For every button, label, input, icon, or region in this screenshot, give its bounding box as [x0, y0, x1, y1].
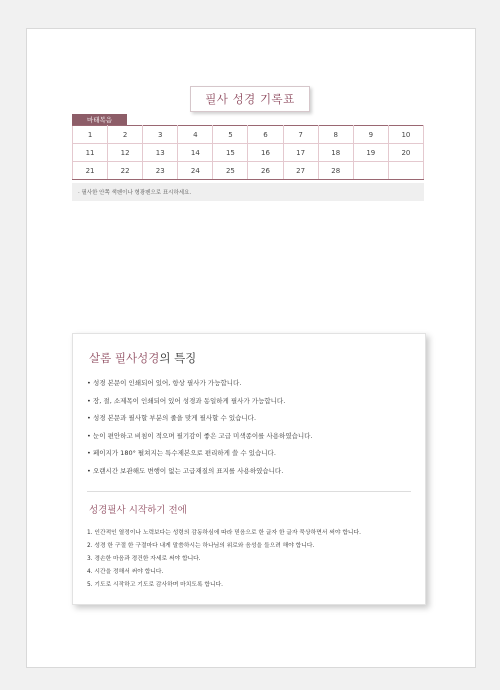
features-title	[89, 350, 196, 366]
feature-text: 성경 본문이 인쇄되어 있어, 항상 필사가 가능합니다.	[93, 379, 242, 387]
feature-item	[87, 413, 313, 431]
step-item: 2. 성경 한 구절 한 구절마다 내게 말씀하시는 하나님의 위로와 음성을 들으려 해야 합니다.	[87, 543, 315, 549]
bullet-icon: •	[87, 379, 91, 387]
feature-item	[87, 396, 313, 414]
chapter-cell: 19	[353, 144, 388, 162]
chapter-cell: 3	[143, 126, 178, 144]
chapter-cell: 26	[248, 162, 283, 180]
bullet-icon: •	[87, 414, 91, 423]
chapter-row	[73, 144, 424, 162]
chapter-cell: 2	[108, 126, 143, 144]
chapter-cell: 6	[248, 126, 283, 144]
chapter-cell: 14	[178, 144, 213, 162]
chapter-cell: 5	[213, 126, 248, 144]
feature-text: 성경 본문과 필사할 부분의 줄을 맞게 필사할 수 있습니다.	[93, 414, 257, 423]
chapter-cell: 16	[248, 144, 283, 162]
step-item: 4. 시간을 정해서 써야 합니다.	[87, 569, 164, 575]
step-item: 3. 경손한 마음과 경건한 자세로 써야 합니다.	[87, 556, 201, 562]
page-title	[190, 86, 310, 112]
chapter-cell: 15	[213, 144, 248, 162]
bullet-icon: •	[87, 431, 91, 440]
step-item: 5. 기도로 시작하고 기도로 감사하며 마치도록 합니다.	[87, 582, 224, 588]
chapter-cell: 4	[178, 126, 213, 144]
features-title-rest: 의 특징	[159, 351, 197, 365]
chapter-cell: 10	[388, 126, 423, 144]
chapter-cell: 12	[108, 144, 143, 162]
bullet-icon: •	[87, 466, 91, 475]
bullet-icon: •	[87, 449, 91, 458]
chapter-cell: 25	[213, 162, 248, 180]
feature-text: 오랜시간 보관해도 변행이 없는 고급재질의 표지를 사용하였습니다.	[93, 466, 284, 475]
feature-item	[87, 378, 313, 396]
feature-item	[87, 466, 313, 484]
features-card	[72, 333, 426, 605]
before-start-title: 성경필사 시작하기 전에	[89, 505, 187, 516]
steps-list	[87, 529, 361, 594]
chapter-cell: 11	[73, 144, 108, 162]
chapter-cell: 22	[108, 162, 143, 180]
feature-text: 눈이 편안하고 비침이 적으며 필기감이 좋은 고급 미색종이를 사용하였습니다.	[93, 431, 313, 440]
chapter-cell: 20	[388, 144, 423, 162]
feature-text: 장, 절, 소제목이 인쇄되어 있어 성경과 동일하게 필사가 가능합니다.	[93, 396, 286, 405]
step-item: 1. 인간적인 열정이나 노력보다는 성령의 감동하심에 따라 믿음으로 한 글자 한 글자 묵상하면서 써야 합니다.	[87, 530, 361, 536]
chapter-row	[73, 126, 424, 144]
feature-item	[87, 448, 313, 466]
chapter-cell: 24	[178, 162, 213, 180]
chapter-cell: 27	[283, 162, 318, 180]
chapter-cell: 21	[73, 162, 108, 180]
chapter-grid	[72, 125, 424, 180]
feature-item	[87, 431, 313, 449]
features-title-accent: 살롬 필사성경	[89, 351, 160, 365]
chapter-cell: 8	[318, 126, 353, 144]
instruction-note: · 필사한 안쪽 색펜이나 형광펜으로 표시하세요.	[72, 183, 424, 201]
chapter-cell: 13	[143, 144, 178, 162]
chapter-cell: 28	[318, 162, 353, 180]
divider	[87, 491, 411, 492]
chapter-cell: 1	[73, 126, 108, 144]
book-tab: 마태복음	[72, 114, 127, 125]
chapter-cell: 9	[353, 126, 388, 144]
chapter-cell: 23	[143, 162, 178, 180]
chapter-cell	[353, 162, 388, 180]
bullet-icon: •	[87, 396, 91, 405]
feature-text: 페이지가 180° 펼쳐지는 특수제본으로 편리하게 쓸 수 있습니다.	[93, 449, 276, 458]
chapter-cell: 7	[283, 126, 318, 144]
page-title-text: 필사 성경 기록표	[205, 92, 295, 106]
features-list	[87, 378, 313, 484]
chapter-cell: 18	[318, 144, 353, 162]
chapter-cell: 17	[283, 144, 318, 162]
chapter-row	[73, 162, 424, 180]
chapter-cell	[388, 162, 423, 180]
